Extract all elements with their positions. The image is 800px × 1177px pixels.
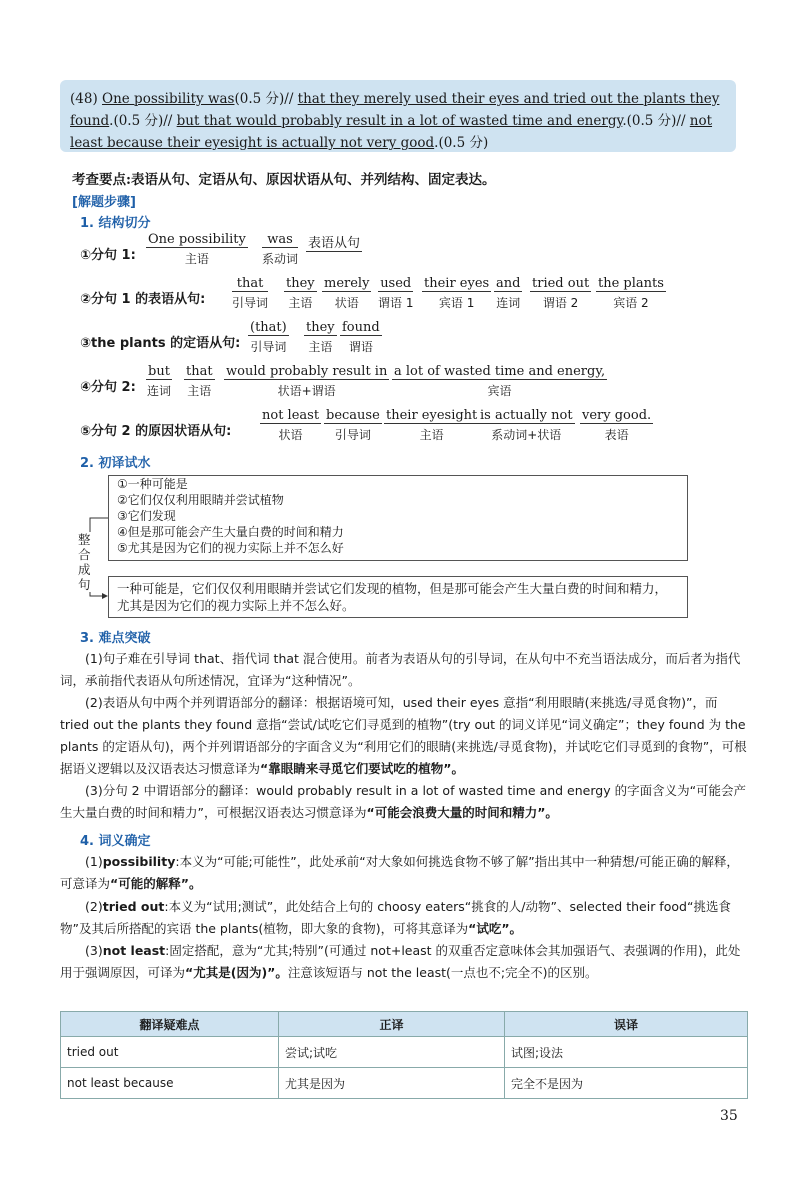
sentence-part-3: but that would probably result in a lot of wasted time and energy	[176, 113, 623, 129]
structure-segment	[392, 364, 607, 399]
structure-segment	[146, 364, 172, 399]
draft-item: ①一种可能是	[117, 477, 188, 491]
difficulty-para-2-answer: “靠眼睛来寻觅它们要试吃的植物”。	[260, 761, 464, 776]
segment-english: found	[342, 320, 380, 335]
sentence-number: (48)	[70, 91, 98, 107]
segment-english: and	[496, 276, 521, 291]
segment-role: 宾语 1	[438, 296, 475, 310]
meaning-para-1-num: (1)	[85, 854, 103, 869]
structure-segment	[580, 408, 653, 443]
structure-segment	[146, 232, 248, 267]
translation-table	[60, 1011, 748, 1099]
section-title-structure: 1. 结构切分	[80, 216, 151, 231]
meaning-para-3-answer: “尤其是(因为)”。	[185, 965, 288, 980]
section-title-difficulties: 3. 难点突破	[80, 631, 151, 646]
segment-role: 主语	[184, 252, 209, 266]
draft-result: 一种可能是，它们仅仅利用眼睛并尝试它们发现的植物，但是那可能会产生大量白费的时间和精力，尤其是因为它们的视力实际上并不怎么好。	[117, 581, 668, 613]
table-header: 正译	[279, 1012, 505, 1037]
segment-english: is actually not	[480, 408, 573, 423]
segment-role: 引导词	[334, 428, 371, 442]
segment-english: that	[186, 364, 213, 379]
segment-english: would probably result in	[226, 364, 388, 379]
difficulty-para-3-text: (3)分句 2 中谓语部分的翻译：would probably result in a lot of wasted time and energy 的字面含义为“可能会产生大量白费的时间和精力”，可根据汉语表达习惯意译为	[60, 783, 747, 820]
structure-segment	[232, 276, 268, 311]
segment-role: 状语	[334, 296, 359, 310]
table-row	[61, 1037, 748, 1068]
segment-english: not least	[262, 408, 320, 423]
segment-role: 表语	[604, 428, 629, 442]
structure-segment	[340, 320, 382, 355]
segment-english: very good.	[582, 408, 652, 423]
draft-item: ④但是那可能会产生大量白费的时间和精力	[117, 525, 344, 539]
segment-role: 连词	[146, 384, 171, 398]
meaning-para-1	[60, 851, 748, 895]
meaning-para-1-term: possibility	[102, 854, 176, 869]
meaning-para-3-note: 注意该短语与 not the least(一点也不;完全不)的区别。	[287, 965, 598, 980]
meaning-para-2-text: :本义为“试用;测试”，此处结合上句的 choosy eaters“挑食的人/动物”、selected their food“挑选食物”及其后所搭配的宾语 the plants(植物，即大象的食物)，可将其意译为	[60, 899, 731, 936]
segment-english: they	[306, 320, 335, 335]
structure-row-label: ⑤分句 2 的原因状语从句:	[80, 424, 232, 439]
sentence-box	[60, 80, 736, 152]
segment-role: 状语+谓语	[277, 384, 336, 398]
segment-role: 主语	[187, 384, 212, 398]
structure-segment	[284, 276, 317, 311]
structure-segment	[494, 276, 522, 311]
section-title-draft: 2. 初译试水	[80, 456, 151, 471]
draft-result-box	[108, 576, 688, 618]
segment-role: 系动词+状语	[491, 428, 562, 442]
key-points-label: 考查要点:	[72, 172, 131, 188]
segment-role: 主语	[288, 296, 313, 310]
meaning-para-3-text: :固定搭配，意为“尤其;特别”(可通过 not+least 的双重否定意味体会其加强语气、表强调的作用)，此处用于强调原因，可译为	[60, 943, 741, 980]
difficulty-para-3	[60, 780, 748, 824]
segment-english: that	[232, 276, 268, 292]
meaning-para-1-text: :本义为“可能;可能性”，此处承前“对大象如何挑选食物不够了解”指出其中一种猜想/可能正确的解释，可意译为	[60, 854, 739, 891]
segment-role	[306, 252, 362, 254]
table-header: 误译	[505, 1012, 748, 1037]
draft-item: ③它们发现	[117, 509, 176, 523]
meaning-para-2-answer: “试吃”。	[468, 921, 523, 936]
segment-role: 系动词	[262, 252, 299, 266]
steps-title: [解题步骤]	[72, 195, 136, 210]
sentence-part-2: that they merely used their eyes and tried out the plants they found	[70, 91, 720, 129]
merge-label: 整合成句	[78, 532, 94, 592]
page-number: 35	[720, 1108, 738, 1124]
difficulty-para-2-text: (2)表语从句中两个并列谓语部分的翻译：根据语境可知，used their eyes 意指“利用眼睛(来挑选/寻觅食物)”，而 tried out the plants they found 意指“尝试/试吃它们寻觅到的植物”(try out 的词义详见“词义确定”；they found 为 the plants 的定语从句)，两个并列谓语部分的字面含义为“利用它们的眼睛(来挑选/寻觅食物)，并试吃它们寻觅到的食物”，可根据语义逻辑以及汉语表达习惯意译为	[60, 695, 747, 776]
key-points	[72, 168, 495, 188]
structure-segment	[596, 276, 666, 311]
segment-english: they	[286, 276, 315, 291]
segment-role: 谓语	[348, 340, 373, 354]
structure-row-label: ②分句 1 的表语从句:	[80, 292, 206, 307]
sentence-part-1: One possibility was	[102, 91, 235, 107]
meaning-para-3	[60, 940, 748, 984]
segment-english: was	[262, 232, 298, 248]
segment-role: 谓语 2	[542, 296, 579, 310]
structure-segment	[224, 364, 389, 399]
meaning-para-2-term: tried out	[102, 899, 165, 914]
structure-segment	[260, 408, 321, 443]
segment-english: a lot of wasted time and energy,	[394, 364, 606, 379]
segment-english: because	[326, 408, 380, 423]
draft-item: ⑤尤其是因为它们的视力实际上并不怎么好	[117, 541, 344, 555]
segment-role: 引导词	[232, 296, 269, 310]
score-2: .(0.5 分)//	[109, 113, 177, 129]
structure-segment	[324, 408, 382, 443]
table-header-row	[61, 1012, 748, 1037]
segment-english: tried out	[532, 276, 590, 291]
segment-english: One possibility	[148, 232, 246, 247]
segment-english: their eyes	[424, 276, 490, 291]
table-row	[61, 1068, 748, 1099]
score-1: (0.5 分)//	[234, 91, 298, 107]
draft-items-box	[108, 475, 688, 561]
meaning-para-2-num: (2)	[85, 899, 103, 914]
structure-segment	[304, 320, 337, 355]
segment-role: 谓语 1	[378, 296, 414, 310]
meaning-para-2	[60, 896, 748, 940]
segment-english: their eyesight	[386, 408, 478, 423]
structure-row-label: ③the plants 的定语从句:	[80, 336, 241, 351]
segment-english: (that)	[250, 320, 287, 335]
segment-english: but	[148, 364, 170, 379]
segment-english: 表语从句	[306, 232, 362, 252]
score-4: .(0.5 分)	[434, 135, 489, 151]
difficulty-para-3-answer: “可能会浪费大量的时间和精力”。	[366, 805, 558, 820]
table-cell: 尝试;试吃	[279, 1037, 505, 1068]
segment-english: merely	[324, 276, 370, 291]
segment-role: 宾语	[487, 384, 512, 398]
meaning-para-1-answer: “可能的解释”。	[110, 876, 202, 891]
structure-row-label: ①分句 1:	[80, 248, 136, 263]
sentence-text	[70, 88, 728, 154]
structure-segment	[422, 276, 491, 311]
table-header: 翻译疑难点	[61, 1012, 279, 1037]
segment-english: the plants	[598, 276, 664, 291]
sentence-part-4: not least because their eyesight is actually not very good	[70, 113, 713, 151]
section-title-meaning: 4. 词义确定	[80, 834, 151, 849]
difficulty-para-1: (1)句子难在引导词 that、指代词 that 混合使用。前者为表语从句的引导词，在从句中不充当语法成分，而后者为指代词，承前指代表语从句所述情况，宜译为“这种情况”。	[60, 651, 741, 688]
segment-role: 状语	[278, 428, 303, 442]
structure-segment	[248, 320, 289, 355]
key-points-value: 表语从句、定语从句、原因状语从句、并列结构、固定表达。	[130, 172, 496, 188]
table-cell: 试图;设法	[505, 1037, 748, 1068]
structure-segment	[322, 276, 371, 311]
table-cell: 完全不是因为	[505, 1068, 748, 1099]
table-cell: tried out	[61, 1037, 279, 1068]
structure-segment	[262, 232, 298, 267]
segment-role: 主语	[419, 428, 444, 442]
meaning-para-3-term: not least	[102, 943, 166, 958]
table-cell: not least because	[61, 1068, 279, 1099]
structure-segment	[184, 364, 215, 399]
segment-role: 连词	[496, 296, 521, 310]
structure-segment	[478, 408, 575, 443]
structure-row-label: ④分句 2:	[80, 380, 136, 395]
structure-segment	[306, 232, 362, 254]
segment-role: 引导词	[250, 340, 287, 354]
meaning-para-3-num: (3)	[85, 943, 103, 958]
segment-role: 宾语 2	[613, 296, 649, 310]
draft-item: ②它们仅仅利用眼睛并尝试植物	[117, 493, 284, 507]
table-cell: 尤其是因为	[279, 1068, 505, 1099]
score-3: .(0.5 分)//	[622, 113, 690, 129]
segment-role: 主语	[308, 340, 333, 354]
structure-segment	[530, 276, 591, 311]
structure-segment	[378, 276, 413, 311]
structure-segment	[384, 408, 479, 443]
difficulty-para-2	[60, 692, 748, 780]
segment-english: used	[378, 276, 413, 292]
